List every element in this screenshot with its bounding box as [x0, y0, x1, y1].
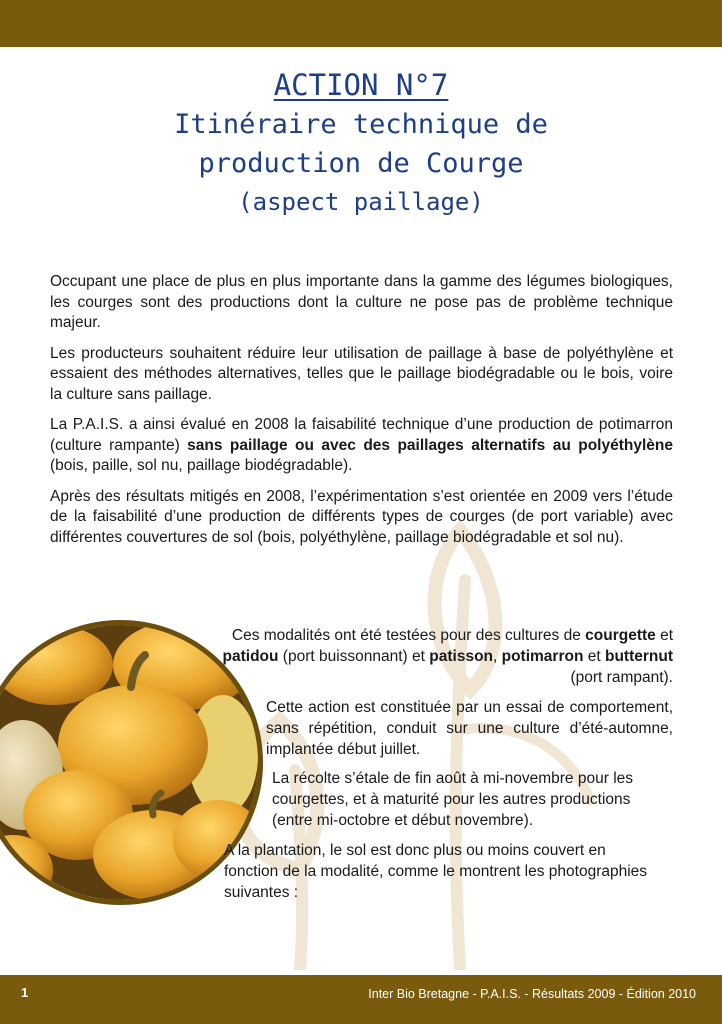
intro-paragraph-3 [50, 415, 673, 477]
mod-text-6: (port rampant). [570, 669, 673, 686]
mod-text-5: et [583, 648, 605, 665]
mod-text-3: (port buissonnant) et [278, 648, 430, 665]
intro-paragraph-1: Occupant une place de plus en plus importante dans la gamme des légumes biologiques, les courges sont des productions dont la culture ne pose pas de problème technique majeur. [50, 273, 673, 331]
mod-bold-patisson: patisson [429, 648, 493, 665]
action-paragraph-1 [266, 697, 673, 760]
title-line-2: Itinéraire technique de [174, 109, 548, 140]
intro-paragraph-2: Les producteurs souhaitent réduire leur utilisation de paillage à base de polyéthylène et essaient des méthodes alternatives, telles que le paillage biodégradable ou le bois, voire la culture sans paillage. [50, 344, 673, 403]
page-title [0, 66, 722, 222]
mod-text-2: et [655, 627, 673, 644]
intro-p3-text-b: (bois, paille, sol nu, paillage biodégradable). [50, 457, 353, 474]
mod-bold-patidou: patidou [222, 648, 279, 665]
modalities-paragraph [218, 625, 673, 688]
intro-p3-text-a: La P.A.I.S. a ainsi évalué en 2008 la faisabilité technique d’une production de potimarron (culture rampante) [50, 416, 673, 454]
footer-text: Inter Bio Bretagne - P.A.I.S. - Résultats 2009 - Édition 2010 [368, 987, 696, 1001]
mod-text-1: Ces modalités ont été testées pour des cultures de [231, 627, 586, 644]
intro-p3-bold: sans paillage ou avec des paillages alternatifs au polyéthylène [187, 436, 673, 454]
mod-text-4: , [493, 648, 502, 665]
mod-bold-courgette: courgette [585, 627, 656, 644]
mod-bold-butternut: butternut [604, 648, 673, 665]
footer-bar [0, 975, 722, 1024]
intro-paragraph-4: Après des résultats mitigés en 2008, l’expérimentation s’est orientée en 2009 vers l’étude de la faisabilité d’une production de différents types de courges (de port variable) avec différentes couvertures de sol (bois, polyéthylène, paillage biodégradable et sol nu). [50, 487, 673, 546]
action-paragraph-2 [272, 768, 673, 831]
mod-bold-potimarron: potimarron [501, 648, 584, 665]
action-text-2: La récolte s’étale de fin août à mi-novembre pour les courgettes, et à maturité pour les autres productions (entre mi-octobre et début novembre). [272, 770, 634, 829]
intro-text [50, 272, 673, 558]
action-paragraph-3 [224, 840, 664, 903]
action-text-1: Cette action est constituée par un essai de comportement, sans répétition, conduit sur une culture d’été-automne, implantée début juillet. [266, 699, 673, 758]
title-action-number: ACTION N°7 [273, 68, 449, 102]
page-number: 1 [21, 985, 29, 1000]
action-text-3: A la plantation, le sol est donc plus ou moins couvert en fonction de la modalité, comme le montrent les photographies suivantes : [224, 842, 648, 901]
title-subtitle: (aspect paillage) [238, 188, 484, 216]
title-line-3: production de Courge [198, 148, 524, 179]
header-bar [0, 0, 722, 47]
